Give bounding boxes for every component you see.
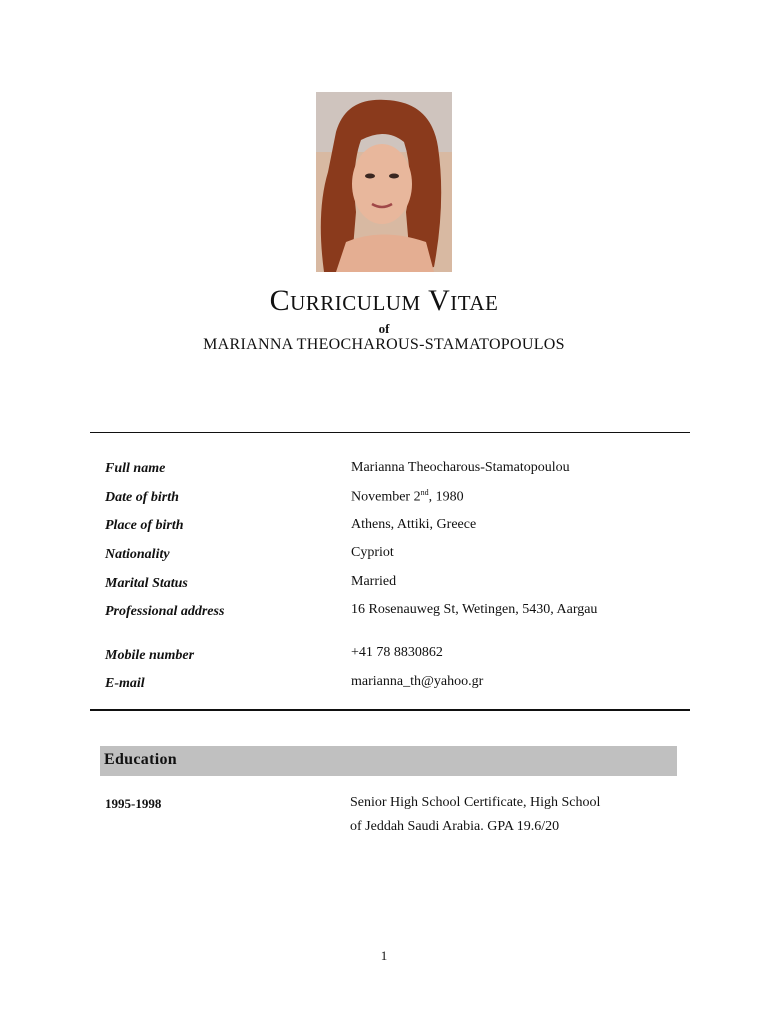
label-date-of-birth: Date of birth bbox=[105, 490, 179, 505]
label-marital-status: Marital Status bbox=[105, 576, 188, 591]
divider-bottom bbox=[90, 709, 690, 711]
value-mobile-number: +41 78 8830862 bbox=[351, 645, 443, 660]
education-description-line2: of Jeddah Saudi Arabia. GPA 19.6/20 bbox=[350, 819, 560, 834]
label-email: E-mail bbox=[105, 676, 145, 691]
page-number: 1 bbox=[380, 948, 388, 963]
portrait-image bbox=[316, 92, 452, 272]
document-title: Curriculum Vitae bbox=[269, 284, 499, 317]
profile-photo bbox=[316, 92, 452, 272]
value-full-name: Marianna Theocharous-Stamatopoulou bbox=[351, 460, 570, 475]
education-heading: Education bbox=[104, 751, 177, 768]
value-professional-address: 16 Rosenauweg St, Wetingen, 5430, Aargau bbox=[351, 602, 598, 617]
value-marital-status: Married bbox=[351, 574, 397, 589]
divider-top bbox=[90, 432, 690, 433]
value-place-of-birth: Athens, Attiki, Greece bbox=[351, 517, 477, 532]
dob-year: , 1980 bbox=[428, 489, 464, 505]
label-full-name: Full name bbox=[105, 461, 166, 476]
value-email[interactable]: marianna_th@yahoo.gr bbox=[351, 674, 484, 689]
dob-suffix: nd bbox=[420, 488, 429, 497]
education-years: 1995-1998 bbox=[105, 796, 162, 811]
label-nationality: Nationality bbox=[105, 547, 170, 562]
education-section-header bbox=[100, 746, 677, 776]
label-mobile-number: Mobile number bbox=[105, 648, 195, 663]
subject-name: MARIANNA THEOCHAROUS-STAMATOPOULOS bbox=[203, 336, 565, 353]
value-date-of-birth bbox=[351, 488, 464, 506]
title-of: of bbox=[378, 321, 390, 336]
label-place-of-birth: Place of birth bbox=[105, 518, 184, 533]
label-professional-address: Professional address bbox=[105, 604, 225, 619]
value-nationality: Cypriot bbox=[351, 545, 394, 560]
education-description-line1: Senior High School Certificate, High School bbox=[350, 795, 601, 810]
dob-day: November 2 bbox=[351, 489, 421, 505]
